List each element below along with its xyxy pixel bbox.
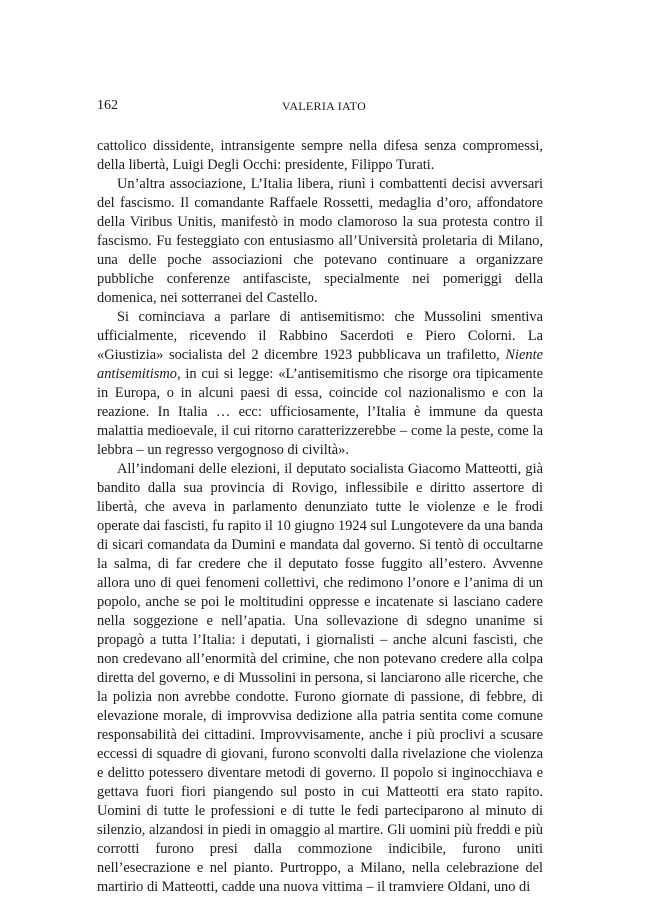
paragraph-italia-libera: Un’altra associazione, L’Italia libera, riunì i combattenti decisi avversari del fascismo. Il comandante Raffaele Rossetti, medaglia d’oro, affondatore della Viribus Unitis, manifestò in modo clamoroso la sua protesta contro il fascismo. Fu festeggiato con entusiasmo all’Università proletaria di Milano, una delle poche associazioni che potevano continuare a organizzare pubbliche conferenze antifasciste, specialmente nei pomeriggi della domenica, nei sotterranei del Castello. xyxy=(97,176,543,306)
paragraph-matteotti: All’indomani delle elezioni, il deputato socialista Giacomo Matteotti, già bandito dalla sua provincia di Rovigo, inflessibile e diritto assertore di libertà, che aveva in parlamento denunziato tutte le violenze e le frodi operate dai fascisti, fu rapito il 10 giugno 1924 sul Lungotevere da una banda di sicari comandata da Dumini e mandata dal governo. Si tentò di occultarne la salma, di far credere che il deputato fosse fuggito all’estero. Avvenne allora uno di quei fenomeni collettivi, che redimono l’onore e l’anima di un popolo, anche se poi le moltitudini oppresse e incatenate si lasciano cadere nella soggezione e nell’apatia. Una sollevazione di sdegno unanime si propagò a tutta l’Italia: i deputati, i giornalisti – anche alcuni fascisti, che non credevano all’enormità del crimine, che non potevano credere alla colpa diretta del governo, e di Mussolini in persona, si lanciarono alle ricerche, che la polizia non avrebbe condotte. Furono giornate di passione, di febbre, di elevazione morale, di improvvisa dedizione alla patria sentita come comune responsabilità dei cittadini. Improvvisamente, anche i più proclivi a scusare eccessi di squadre di giovani, furono sconvolti dalla rivelazione che violenza e delitto potessero diventare metodi di governo. Il popolo si inginocchiava e gettava fuori fiori piangendo sul posto in cui Matteotti era stato rapito. Uomini di tutte le professioni e di tutte le fedi parteciparono al minuto di silenzio, alzandosi in piedi in omaggio al martire. Gli uomini più freddi e più corrotti furono presi dalla commozione indicibile, furono uniti nell’esecrazione e nel pianto. Purtroppo, a Milano, nella celebrazione del martirio di Matteotti, cadde una nuova vittima – il tramviere Oldani, uno di xyxy=(97,461,543,895)
paragraph-text-after-title: , in cui si legge: «L’antisemitismo che risorge ora tipicamente in Europa, o in alcuni paesi di essa, coincide col nazionalismo e con la reazione. In Italia … ecc: ufficiosamente, l’Italia è immune da questa malattia medioevale, il cui ritorno caratterizzerebbe – come la peste, come la lebbra – un regresso vergognoso di civiltà». xyxy=(97,366,543,458)
paragraph-continuation: cattolico dissidente, intransigente sempre nella difesa senza compromessi, della libertà, Luigi Degli Occhi: presidente, Filippo Turati. xyxy=(97,138,543,173)
page-header xyxy=(97,98,543,118)
running-head: VALERIA IATO xyxy=(281,99,367,113)
paragraph-antisemitismo xyxy=(97,308,543,460)
paragraph-text-before-title: Si cominciava a parlare di antisemitismo: che Mussolini smentiva ufficialmente, ricevendo il Rabbino Sacerdoti e Piero Colorni. La «Giustizia» socialista del 2 dicembre 1923 pubblicava un trafiletto, xyxy=(97,309,543,363)
body-text xyxy=(97,137,543,897)
page-number: 162 xyxy=(97,98,118,113)
article-title: Niente antisemitismo xyxy=(97,347,543,382)
